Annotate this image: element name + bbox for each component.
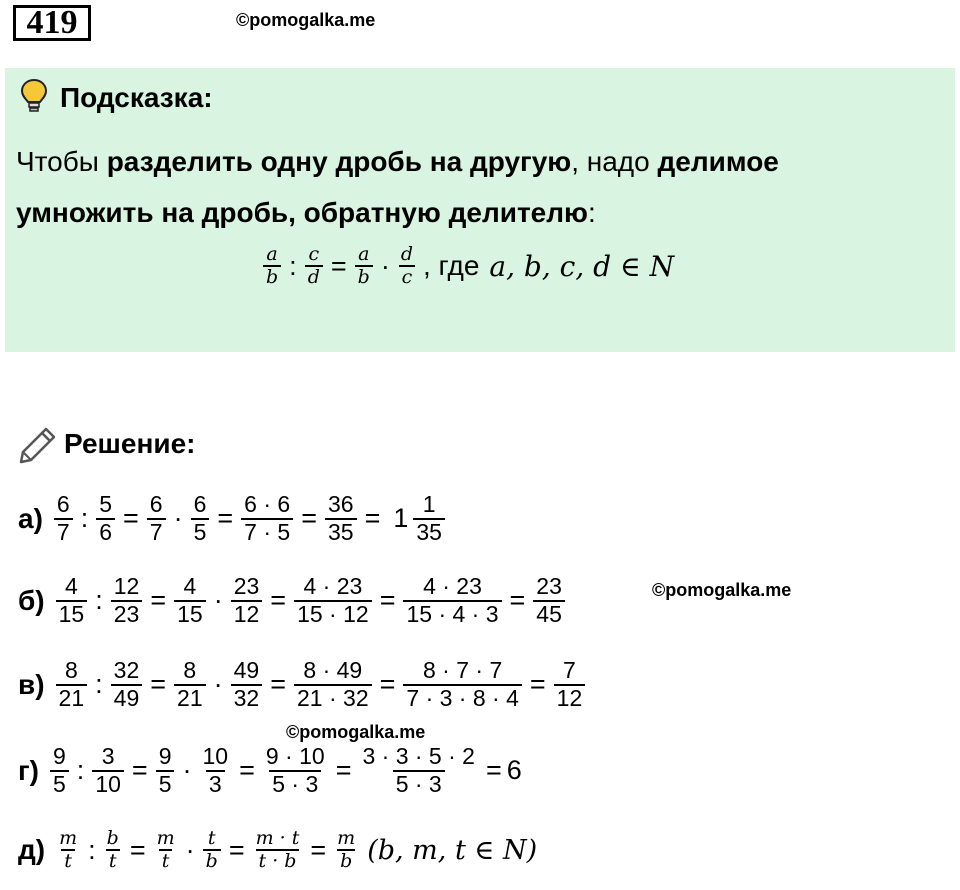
fraction: $\frac{a}{b}$: [263, 244, 281, 289]
hint-title: Подсказка:: [60, 82, 213, 113]
fraction: $\frac{1}{35}$: [413, 492, 445, 546]
solution-row-d: г) $\frac{9}{5}$ : $\frac{3}{10}$ = $\frac{9}{5}$ · $\frac{10}{3}$ = $\frac{9 \cdot 10}{5 \cdot 3}$ = $\frac{3 \cdot 3 \cdot 5 \cdot 2}{5 \cdot 3}$ = 6: [18, 743, 522, 797]
fraction: $\frac{3}{10}$: [92, 744, 124, 798]
fraction: $\frac{a}{b}$: [355, 244, 373, 289]
lightbulb-icon: [19, 78, 49, 114]
fraction: $\frac{10}{3}$: [202, 743, 229, 797]
solution-row-b: б) $\frac{4}{15}$ : $\frac{12}{23}$ = $\frac{4}{15}$ · $\frac{23}{12}$ = $\frac{4 \cdot 23}{15 \cdot 12}$ = $\frac{4 \cdot 23}{15 \cdot 4 \cdot 3}$ = $\frac{23}{45}$: [18, 574, 568, 628]
fraction: $\frac{4}{15}$: [56, 574, 88, 628]
fraction: $\frac{49}{32}$: [231, 658, 263, 712]
fraction: $\frac{8}{21}$: [56, 658, 88, 712]
fraction: $\frac{7}{12}$: [554, 658, 586, 712]
fraction: $\frac{m}{t}$: [156, 827, 175, 873]
pencil-icon: [18, 425, 58, 465]
fraction: $\frac{6}{7}$: [54, 492, 73, 546]
fraction: $\frac{32}{49}$: [111, 658, 143, 712]
fraction: $\frac{4 \cdot 23}{15 \cdot 4 \cdot 3}$: [403, 574, 501, 628]
fraction: $\frac{m \cdot t}{t \cdot b}$: [255, 827, 300, 873]
watermark: ©pomogalka.me: [236, 10, 376, 30]
fraction: $\frac{b}{t}$: [106, 827, 119, 873]
fraction: $\frac{9}{5}$: [156, 744, 175, 798]
fraction: $\frac{9 \cdot 10}{5 \cdot 3}$: [265, 743, 325, 797]
fraction: $\frac{5}{6}$: [96, 492, 115, 546]
task-number: 419: [13, 5, 91, 41]
fraction: $\frac{t}{b}$: [203, 828, 221, 873]
fraction: $\frac{23}{12}$: [231, 574, 263, 628]
fraction: $\frac{23}{45}$: [533, 574, 565, 628]
fraction: $\frac{3 \cdot 3 \cdot 5 \cdot 2}{5 \cdot 3}$: [362, 743, 475, 797]
fraction: $\frac{d}{c}$: [398, 244, 416, 289]
hint-formula: $\frac{a}{b}$ : $\frac{c}{d}$ = $\frac{a}{b}$ · $\frac{d}{c}$ , где a, b, c, d ∈ N: [260, 244, 674, 289]
fraction: $\frac{8 \cdot 49}{21 \cdot 32}$: [294, 658, 372, 712]
fraction: $\frac{m}{t}$: [59, 827, 78, 873]
solution-title: Решение:: [64, 428, 196, 459]
hint-text-line-2: умножить на дробь, обратную делителю:: [16, 197, 596, 228]
fraction: $\frac{9}{5}$: [50, 744, 69, 798]
fraction: $\frac{36}{35}$: [325, 492, 357, 546]
hint-text-line-1: Чтобы разделить одну дробь на другую, надо делимое: [16, 146, 779, 177]
fraction: $\frac{6}{7}$: [147, 492, 166, 546]
solution-row-c: в) $\frac{8}{21}$ : $\frac{32}{49}$ = $\frac{8}{21}$ · $\frac{49}{32}$ = $\frac{8 \cdot 49}{21 \cdot 32}$ = $\frac{8 \cdot 7 \cdot 7}{7 \cdot 3 \cdot 8 \cdot 4}$ = $\frac{7}{12}$: [18, 658, 588, 712]
fraction: $\frac{6 \cdot 6}{7 \cdot 5}$: [241, 492, 293, 546]
fraction: $\frac{4}{15}$: [174, 574, 206, 628]
watermark: ©pomogalka.me: [652, 580, 792, 600]
fraction: $\frac{8 \cdot 7 \cdot 7}{7 \cdot 3 \cdot 8 \cdot 4}$: [403, 658, 521, 712]
solution-row-e: д) $\frac{m}{t}$ : $\frac{b}{t}$ = $\frac{m}{t}$ · $\frac{t}{b}$ = $\frac{m \cdot t}{t \cdot b}$ = $\frac{m}{b}$ (b, m, t ∈ N): [18, 827, 538, 873]
fraction: $\frac{12}{23}$: [111, 574, 143, 628]
fraction: $\frac{c}{d}$: [305, 244, 323, 289]
watermark: ©pomogalka.me: [286, 722, 426, 742]
fraction: $\frac{4 \cdot 23}{15 \cdot 12}$: [294, 574, 372, 628]
solution-row-a: а) $\frac{6}{7}$ : $\frac{5}{6}$ = $\frac{6}{7}$ · $\frac{6}{5}$ = $\frac{6 \cdot 6}{7 \cdot 5}$ = $\frac{36}{35}$ = 1 $\frac{1}{35}$: [18, 492, 448, 546]
fraction: $\frac{6}{5}$: [191, 492, 210, 546]
fraction: $\frac{m}{b}$: [337, 827, 356, 873]
fraction: $\frac{8}{21}$: [174, 658, 206, 712]
